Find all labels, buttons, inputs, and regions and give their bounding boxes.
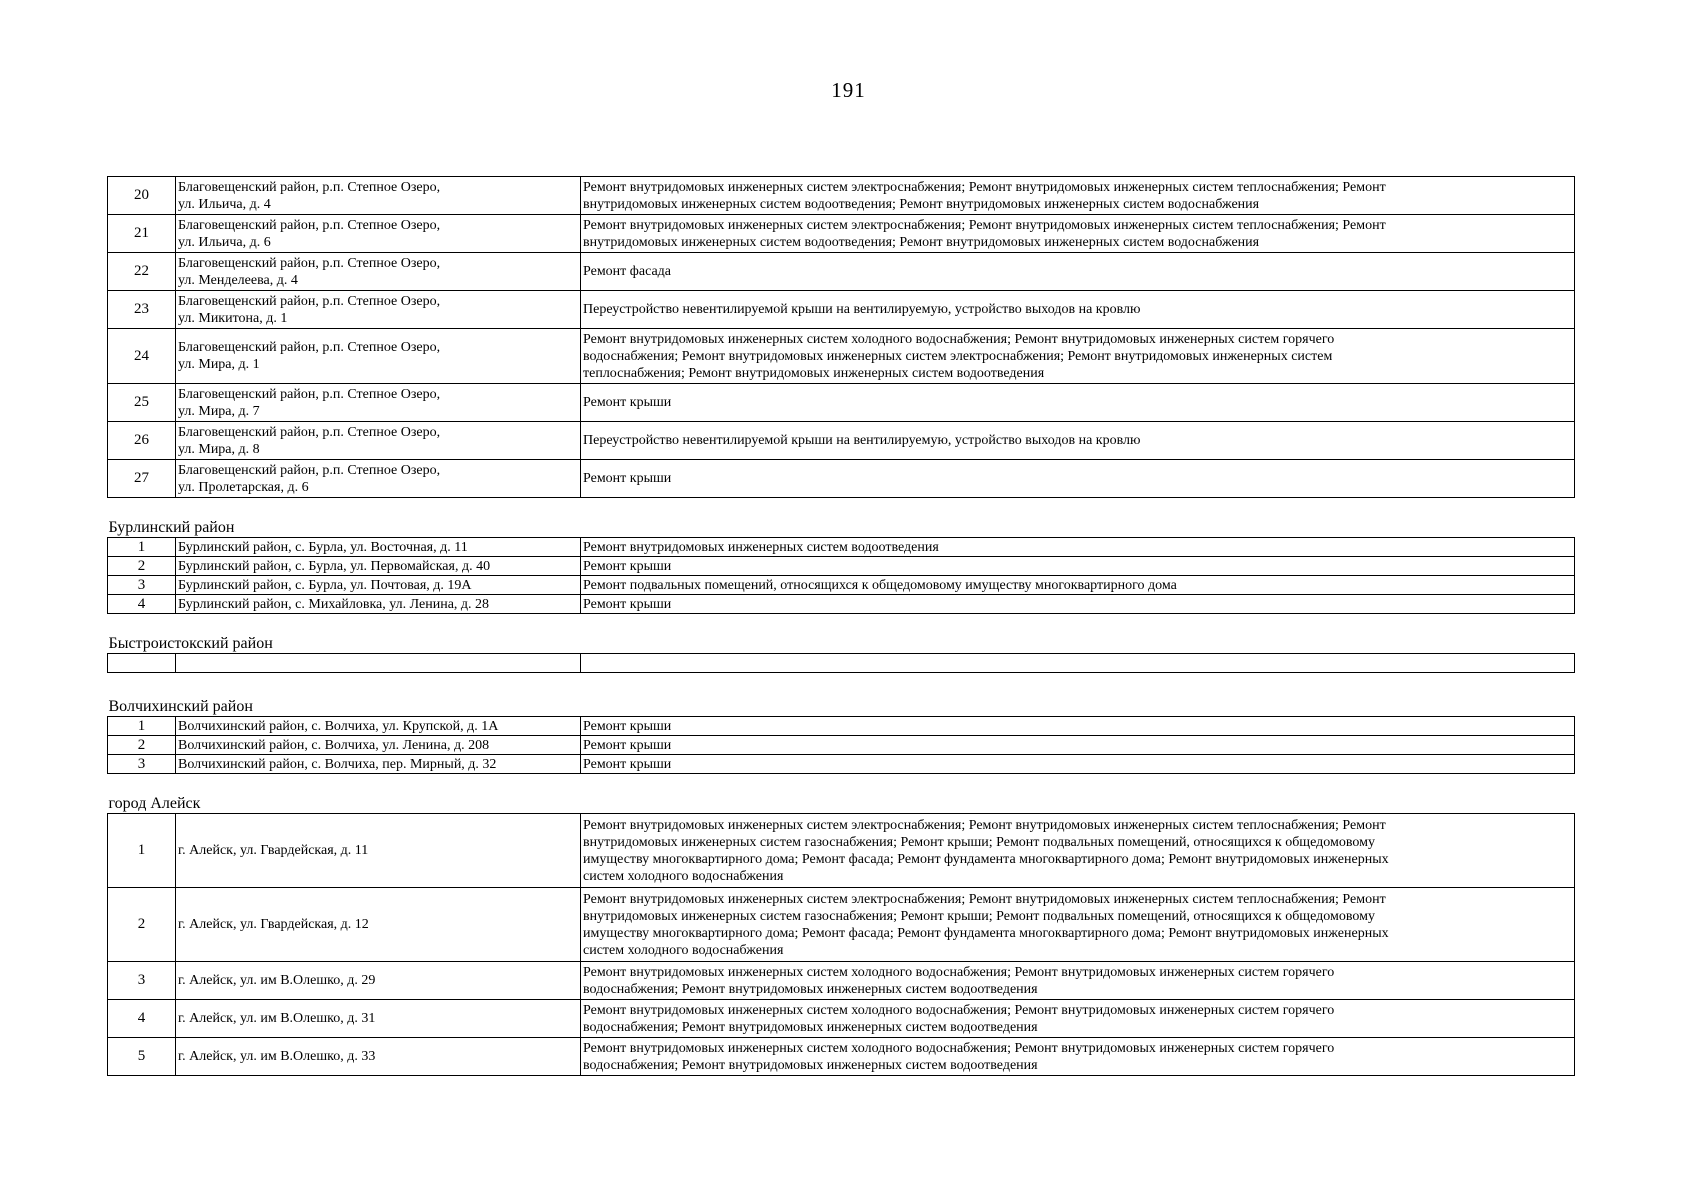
- work-cell: [581, 177, 1575, 215]
- row-number: 5: [108, 1038, 176, 1076]
- table-row: [108, 253, 1575, 291]
- row-number: 3: [108, 576, 176, 595]
- work-line: водоснабжения; Ремонт внутридомовых инженерных систем водоотведения: [583, 1057, 1038, 1073]
- table-row: [108, 1000, 1575, 1038]
- repair-table: [107, 176, 1575, 1076]
- work-cell: [581, 1038, 1575, 1076]
- address-cell: Бурлинский район, с. Бурла, ул. Почтовая, д. 19А: [176, 576, 581, 595]
- work-line: теплоснабжения; Ремонт внутридомовых инженерных систем водоотведения: [583, 365, 1045, 381]
- row-number: 2: [108, 736, 176, 755]
- row-number: 2: [108, 888, 176, 962]
- work-line: Ремонт внутридомовых инженерных систем электроснабжения; Ремонт внутридомовых инженерных систем теплоснабжения; Ремонт: [583, 217, 1386, 233]
- work-line: Ремонт внутридомовых инженерных систем электроснабжения; Ремонт внутридомовых инженерных систем теплоснабжения; Ремонт: [583, 891, 1386, 907]
- work-cell: Ремонт крыши: [581, 717, 1575, 736]
- address-cell: Бурлинский район, с. Бурла, ул. Восточная, д. 11: [176, 538, 581, 557]
- row-number: 3: [108, 962, 176, 1000]
- work-line: Ремонт внутридомовых инженерных систем холодного водоснабжения; Ремонт внутридомовых инженерных систем горячего: [583, 331, 1335, 347]
- address-line: Благовещенский район, р.п. Степное Озеро,: [178, 340, 441, 355]
- address-cell: г. Алейск, ул. им В.Олешко, д. 29: [176, 962, 581, 1000]
- table-row: [108, 755, 1575, 774]
- work-cell: Переустройство невентилируемой крыши на вентилируемую, устройство выходов на кровлю: [581, 291, 1575, 329]
- table-row: [108, 422, 1575, 460]
- row-number: 4: [108, 1000, 176, 1038]
- section-title: Бурлинский район: [108, 498, 1575, 538]
- work-cell: Ремонт крыши: [581, 384, 1575, 422]
- work-cell: Ремонт крыши: [581, 755, 1575, 774]
- work-line: Ремонт внутридомовых инженерных систем холодного водоснабжения; Ремонт внутридомовых инженерных систем горячего: [583, 1002, 1335, 1018]
- address-line: ул. Менделеева, д. 4: [178, 272, 298, 288]
- address-cell: Волчихинский район, с. Волчиха, пер. Мирный, д. 32: [176, 755, 581, 774]
- address-cell: [176, 253, 581, 291]
- row-number: 1: [108, 538, 176, 557]
- table-row: [108, 576, 1575, 595]
- table-row-empty: [108, 654, 1575, 673]
- work-line: систем холодного водоснабжения: [583, 942, 784, 958]
- row-number: 24: [108, 329, 176, 384]
- section-title: Быстроистокский район: [108, 614, 1575, 654]
- address-line: ул. Мира, д. 1: [178, 357, 260, 372]
- row-number: 21: [108, 215, 176, 253]
- address-cell: Бурлинский район, с. Михайловка, ул. Ленина, д. 28: [176, 595, 581, 614]
- table-row: [108, 717, 1575, 736]
- section-header: [108, 614, 1575, 654]
- address-cell: г. Алейск, ул. Гвардейская, д. 12: [176, 888, 581, 962]
- work-line: систем холодного водоснабжения: [583, 868, 784, 884]
- address-cell: г. Алейск, ул. им В.Олешко, д. 31: [176, 1000, 581, 1038]
- section-header: [108, 673, 1575, 717]
- address-cell: Волчихинский район, с. Волчиха, ул. Ленина, д. 208: [176, 736, 581, 755]
- work-cell: [581, 215, 1575, 253]
- row-number: 23: [108, 291, 176, 329]
- work-cell: Ремонт фасада: [581, 253, 1575, 291]
- work-line: внутридомовых инженерных систем газоснабжения; Ремонт крыши; Ремонт подвальных помещений, относящихся к общедомовому: [583, 908, 1375, 924]
- row-number: 2: [108, 557, 176, 576]
- work-cell: [581, 654, 1575, 673]
- table-row: [108, 888, 1575, 962]
- table-row: [108, 215, 1575, 253]
- table-row: [108, 1038, 1575, 1076]
- address-line: ул. Ильича, д. 4: [178, 196, 271, 212]
- section-header: [108, 498, 1575, 538]
- section-header: [108, 774, 1575, 814]
- page-number: 191: [831, 78, 866, 102]
- address-cell: г. Алейск, ул. Гвардейская, д. 11: [176, 814, 581, 888]
- address-cell: [176, 422, 581, 460]
- table-row: [108, 329, 1575, 384]
- row-number: 22: [108, 253, 176, 291]
- address-line: Благовещенский район, р.п. Степное Озеро,: [178, 217, 441, 233]
- work-line: внутридомовых инженерных систем газоснабжения; Ремонт крыши; Ремонт подвальных помещений, относящихся к общедомовому: [583, 834, 1375, 850]
- table-row: [108, 384, 1575, 422]
- address-cell: [176, 460, 581, 498]
- address-cell: г. Алейск, ул. им В.Олешко, д. 33: [176, 1038, 581, 1076]
- address-cell: Волчихинский район, с. Волчиха, ул. Крупской, д. 1А: [176, 717, 581, 736]
- address-line: Благовещенский район, р.п. Степное Озеро,: [178, 462, 441, 478]
- table-row: [108, 177, 1575, 215]
- work-cell: Ремонт крыши: [581, 595, 1575, 614]
- work-cell: [581, 962, 1575, 1000]
- row-number: [108, 654, 176, 673]
- work-cell: [581, 329, 1575, 384]
- work-line: водоснабжения; Ремонт внутридомовых инженерных систем электроснабжения; Ремонт внутридомовых инженерных систем: [583, 348, 1333, 364]
- address-line: Благовещенский район, р.п. Степное Озеро,: [178, 293, 441, 309]
- table-row: [108, 736, 1575, 755]
- work-cell: Ремонт подвальных помещений, относящихся к общедомовому имуществу многоквартирного дома: [581, 576, 1575, 595]
- table-row: [108, 962, 1575, 1000]
- table-row: [108, 595, 1575, 614]
- address-cell: [176, 329, 581, 384]
- address-line: ул. Пролетарская, д. 6: [178, 479, 309, 495]
- work-line: имуществу многоквартирного дома; Ремонт фасада; Ремонт фундамента многоквартирного дома; Ремонт внутридомовых инженерных: [583, 851, 1389, 867]
- work-cell: [581, 888, 1575, 962]
- work-cell: Ремонт крыши: [581, 460, 1575, 498]
- section-title: Волчихинский район: [108, 673, 1575, 717]
- work-line: имуществу многоквартирного дома; Ремонт фасада; Ремонт фундамента многоквартирного дома; Ремонт внутридомовых инженерных: [583, 925, 1389, 941]
- row-number: 20: [108, 177, 176, 215]
- address-cell: [176, 654, 581, 673]
- address-cell: Бурлинский район, с. Бурла, ул. Первомайская, д. 40: [176, 557, 581, 576]
- row-number: 27: [108, 460, 176, 498]
- work-line: внутридомовых инженерных систем водоотведения; Ремонт внутридомовых инженерных систем водоснабжения: [583, 196, 1260, 212]
- address-line: ул. Ильича, д. 6: [178, 234, 271, 250]
- work-cell: Ремонт внутридомовых инженерных систем водоотведения: [581, 538, 1575, 557]
- address-line: Благовещенский район, р.п. Степное Озеро,: [178, 424, 441, 440]
- address-line: ул. Микитона, д. 1: [178, 310, 288, 326]
- row-number: 26: [108, 422, 176, 460]
- work-line: водоснабжения; Ремонт внутридомовых инженерных систем водоотведения: [583, 981, 1038, 997]
- work-cell: [581, 1000, 1575, 1038]
- work-line: Ремонт внутридомовых инженерных систем электроснабжения; Ремонт внутридомовых инженерных систем теплоснабжения; Ремонт: [583, 817, 1386, 833]
- work-line: внутридомовых инженерных систем водоотведения; Ремонт внутридомовых инженерных систем водоснабжения: [583, 234, 1260, 250]
- address-cell: [176, 384, 581, 422]
- work-cell: Переустройство невентилируемой крыши на вентилируемую, устройство выходов на кровлю: [581, 422, 1575, 460]
- address-line: ул. Мира, д. 7: [178, 403, 260, 419]
- address-cell: [176, 215, 581, 253]
- work-cell: Ремонт крыши: [581, 736, 1575, 755]
- address-line: ул. Мира, д. 8: [178, 441, 260, 457]
- work-line: водоснабжения; Ремонт внутридомовых инженерных систем водоотведения: [583, 1019, 1038, 1035]
- row-number: 1: [108, 814, 176, 888]
- address-cell: [176, 177, 581, 215]
- work-line: Ремонт внутридомовых инженерных систем холодного водоснабжения; Ремонт внутридомовых инженерных систем горячего: [583, 964, 1335, 980]
- work-line: Ремонт внутридомовых инженерных систем холодного водоснабжения; Ремонт внутридомовых инженерных систем горячего: [583, 1040, 1335, 1056]
- address-line: Благовещенский район, р.п. Степное Озеро,: [178, 386, 441, 402]
- work-cell: Ремонт крыши: [581, 557, 1575, 576]
- table-row: [108, 557, 1575, 576]
- address-cell: [176, 291, 581, 329]
- work-cell: [581, 814, 1575, 888]
- row-number: 3: [108, 755, 176, 774]
- table-row: [108, 814, 1575, 888]
- address-line: Благовещенский район, р.п. Степное Озеро,: [178, 179, 441, 195]
- row-number: 4: [108, 595, 176, 614]
- table-row: [108, 460, 1575, 498]
- section-title: город Алейск: [108, 774, 1575, 814]
- table-row: [108, 291, 1575, 329]
- address-line: Благовещенский район, р.п. Степное Озеро,: [178, 255, 441, 271]
- row-number: 1: [108, 717, 176, 736]
- table-row: [108, 538, 1575, 557]
- work-line: Ремонт внутридомовых инженерных систем электроснабжения; Ремонт внутридомовых инженерных систем теплоснабжения; Ремонт: [583, 179, 1386, 195]
- row-number: 25: [108, 384, 176, 422]
